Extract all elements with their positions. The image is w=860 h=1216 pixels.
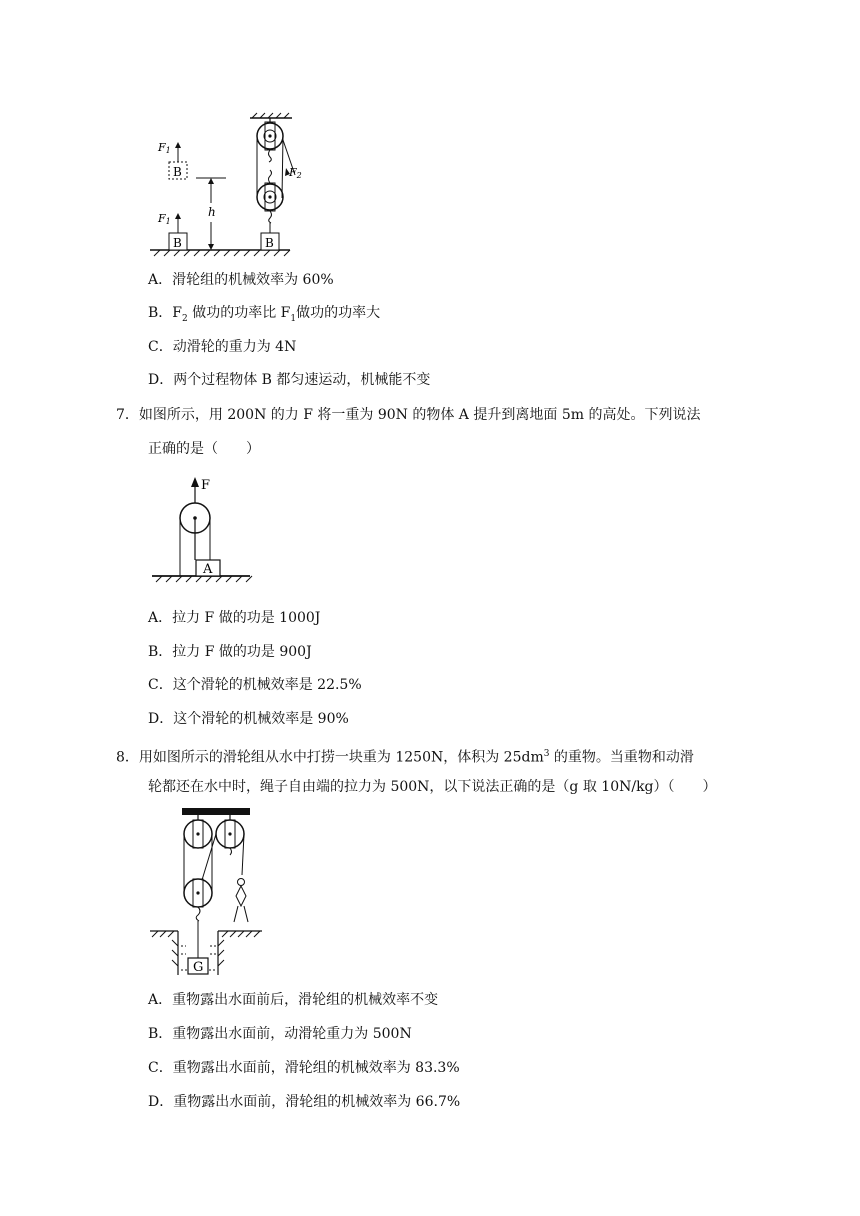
q8-stem-line-1-text-2: 的重物。当重物和动滑 — [549, 749, 694, 766]
q8-option-a: A．重物露出水面前后，滑轮组的机械效率不变 — [148, 992, 439, 1008]
q6-force-f2: F2 — [289, 166, 302, 180]
q8-option-c: C．重物露出水面前，滑轮组的机械效率为 83.3% — [148, 1060, 460, 1076]
q6-option-b-sub-1: 2 — [182, 313, 188, 324]
q7-option-a: A．拉力 F 做的功是 1000J — [148, 610, 321, 626]
q6-block-label-ground: B — [173, 236, 182, 250]
q7-option-b: B．拉力 F 做的功是 900J — [148, 644, 312, 660]
q6-option-b-text-2: 做功的功率比 F — [187, 305, 291, 321]
q8-option-b: B．重物露出水面前，动滑轮重力为 500N — [148, 1026, 412, 1042]
q8-stem-line-1-text: 8．用如图所示的滑轮组从水中打捞一块重为 1250N，体积为 25dm — [116, 749, 544, 766]
q8-option-d: D．重物露出水面前，滑轮组的机械效率为 66.7% — [148, 1094, 461, 1110]
q6-block-label-raised: B — [173, 165, 182, 179]
q7-stem-line-1: 7．如图所示，用 200N 的力 F 将一重为 90N 的物体 A 提升到离地面 5m 的高处。下列说法 — [116, 407, 701, 423]
q8-stem-line-1-sup: 3 — [543, 749, 550, 759]
q6-option-b-text-3: 做功的功率大 — [296, 305, 381, 321]
q8-stem-line-2: 轮都还在水中时，绳子自由端的拉力为 500N，以下说法正确的是（g 取 10N/kg）（ ） — [148, 779, 717, 795]
q6-option-c: C．动滑轮的重力为 4N — [148, 339, 297, 355]
q6-option-b-sub-2: 1 — [290, 313, 297, 324]
q6-option-d: D．两个过程物体 B 都匀速运动，机械能不变 — [148, 372, 431, 388]
q6-force-f1-lower: F1 — [158, 212, 171, 226]
q7-stem-line-2: 正确的是（ ） — [148, 441, 260, 457]
q6-option-a: A．滑轮组的机械效率为 60% — [148, 272, 334, 288]
q6-force-f1-upper: F1 — [158, 141, 171, 155]
q6-option-b-text-1: B．F — [148, 305, 183, 321]
q7-force-label: F — [201, 478, 211, 493]
q6-block-label-pulley: B — [265, 236, 274, 250]
q7-block-label: A — [203, 562, 213, 577]
q7-option-c: C．这个滑轮的机械效率是 22.5% — [148, 677, 362, 693]
q6-height-label: h — [208, 205, 216, 219]
q7-option-d: D．这个滑轮的机械效率是 90% — [148, 711, 349, 727]
q8-block-label: G — [193, 960, 204, 975]
